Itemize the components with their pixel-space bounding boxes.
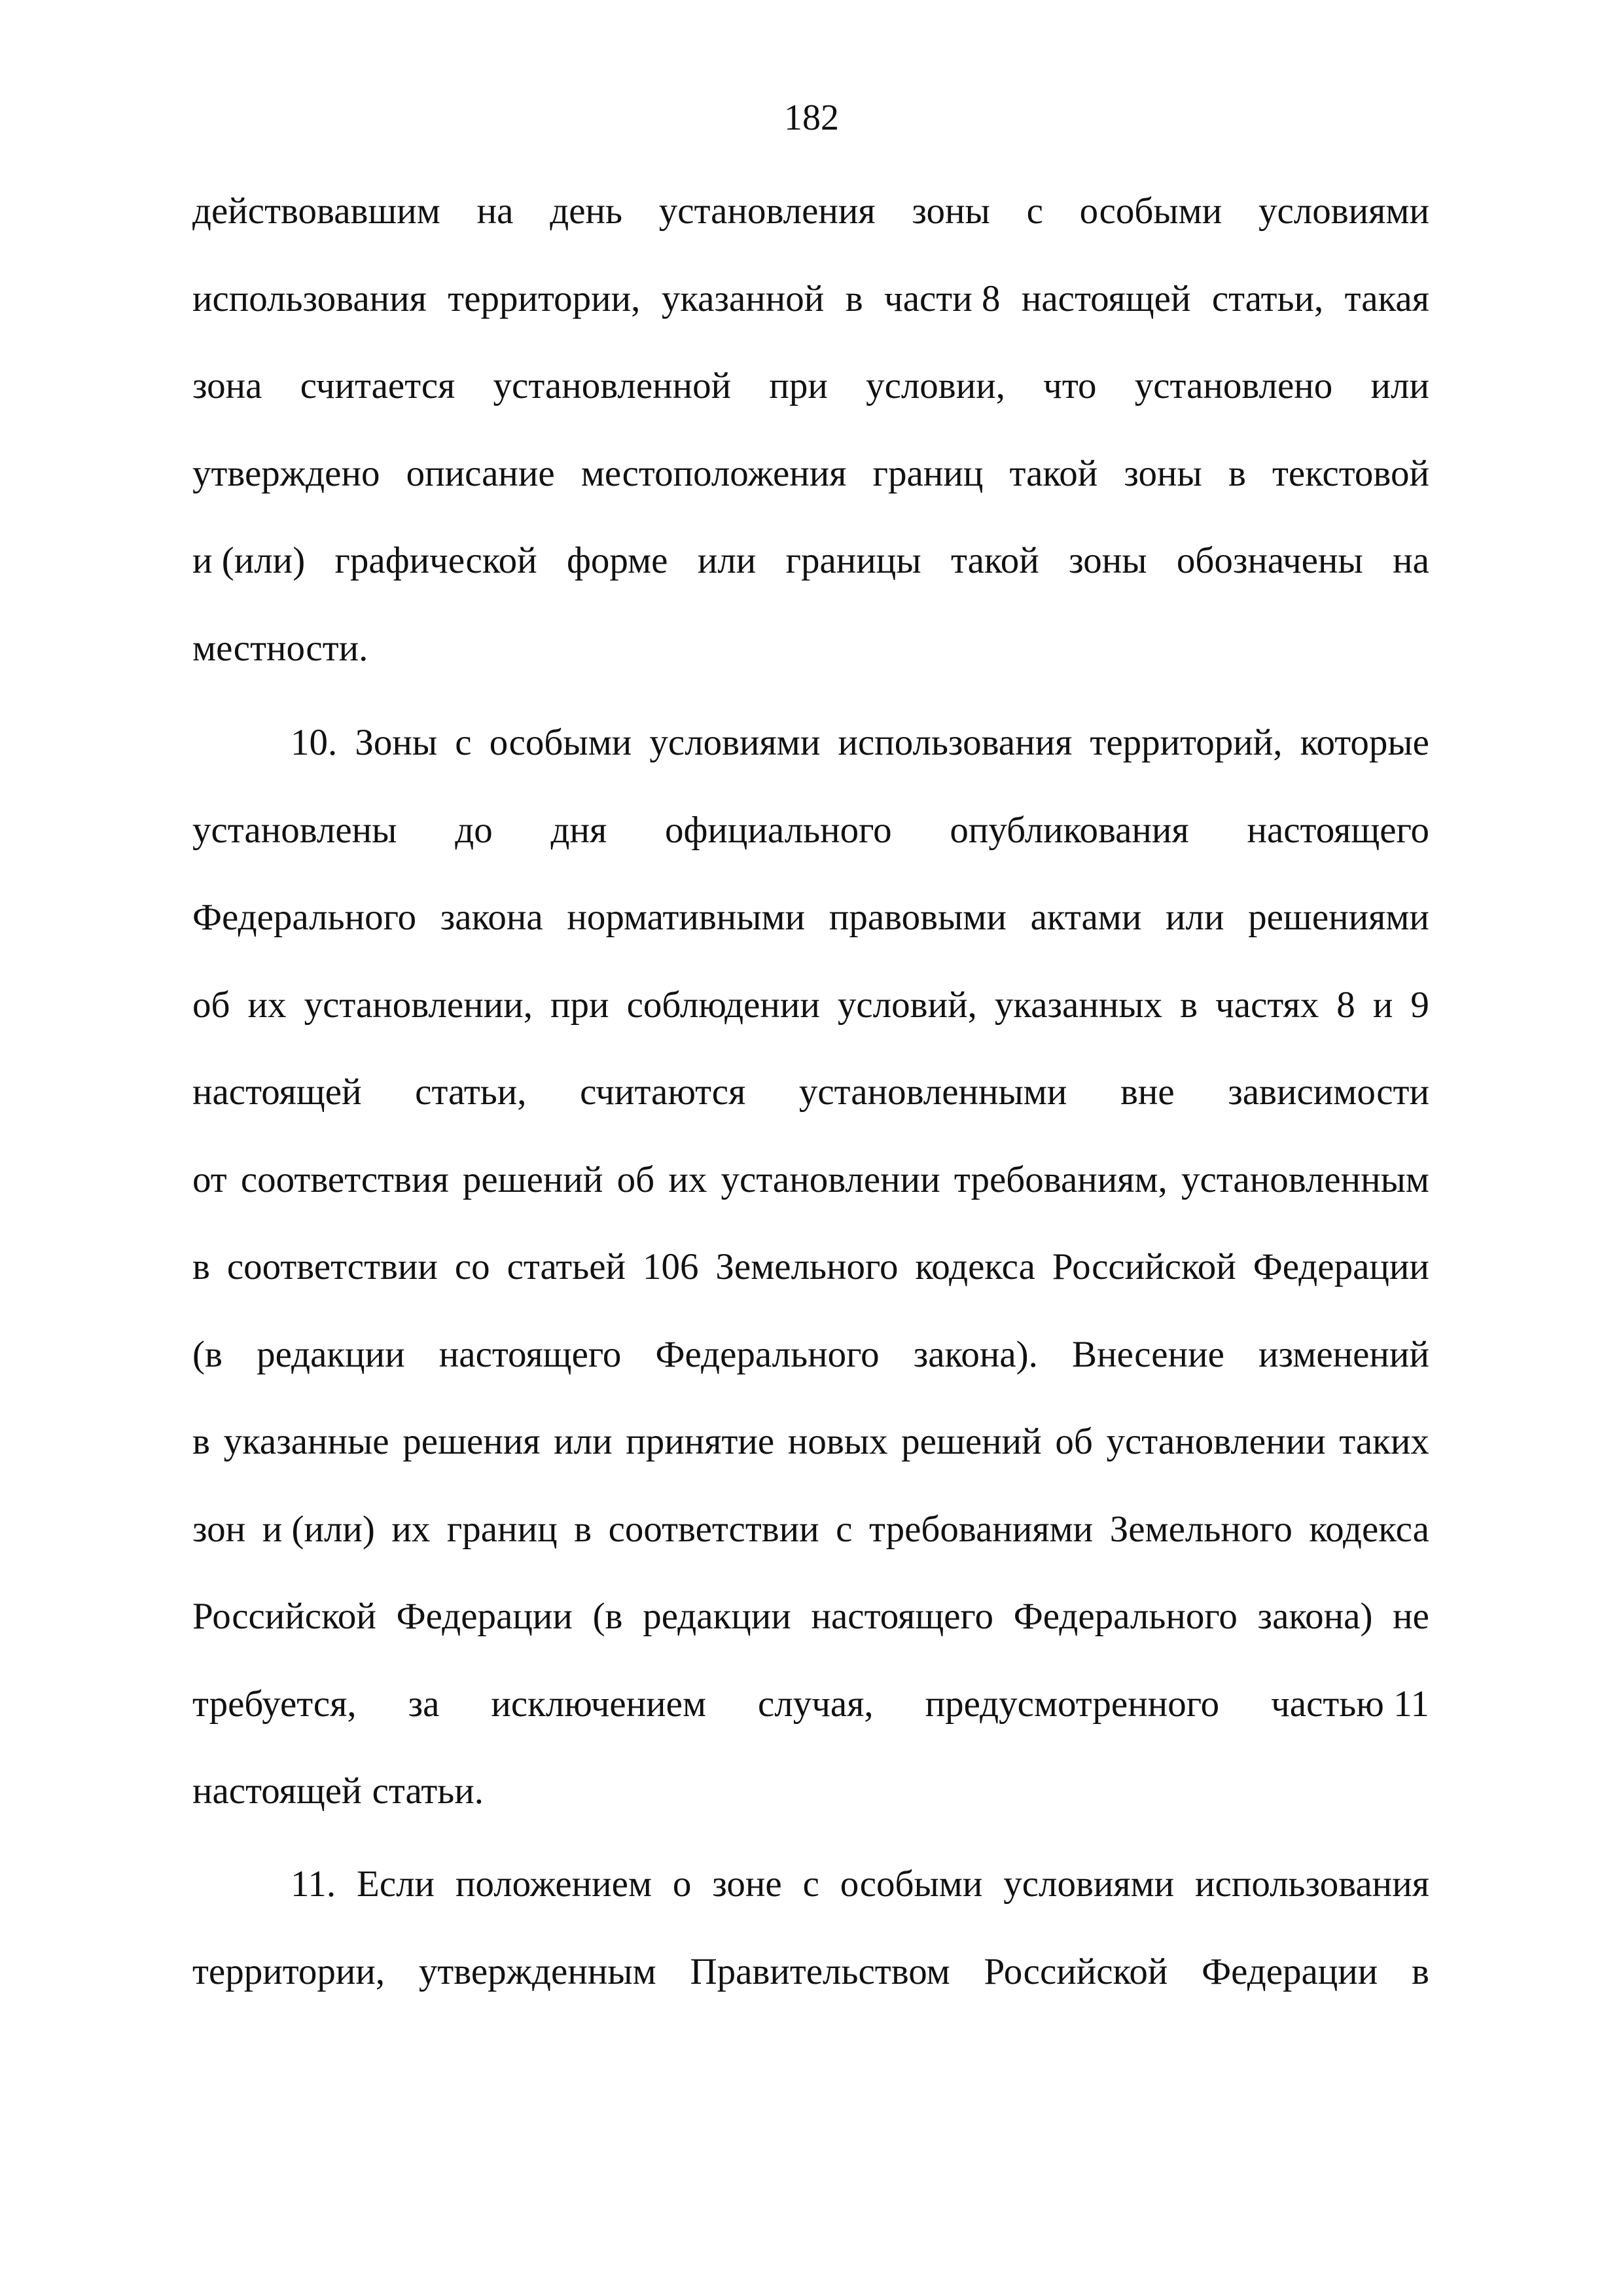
- word: и: [1372, 984, 1393, 1026]
- word: установленными: [798, 1071, 1067, 1113]
- word: условиями: [1003, 1863, 1175, 1905]
- word: считается: [300, 365, 455, 406]
- word: или: [1166, 897, 1224, 938]
- text-line: [192, 1660, 1429, 1748]
- word: об: [1055, 1421, 1093, 1462]
- word: описание: [406, 452, 555, 494]
- word: зоны: [1124, 452, 1202, 494]
- word: об: [192, 984, 230, 1026]
- word: решений: [901, 1421, 1042, 1462]
- word: установлении: [721, 1158, 940, 1200]
- word: зона: [192, 365, 262, 406]
- word: зависимости: [1228, 1071, 1429, 1113]
- word: утверждено: [192, 452, 380, 494]
- word: особыми: [489, 722, 632, 763]
- word: использования: [838, 722, 1073, 763]
- word: исключением: [491, 1683, 707, 1725]
- word: в: [1412, 1950, 1429, 1992]
- word: правовыми: [829, 897, 1007, 938]
- paragraph-continuation: [192, 168, 1429, 692]
- word: частью 11: [1271, 1683, 1429, 1725]
- word: установленным: [1181, 1158, 1429, 1200]
- word: территории,: [448, 278, 641, 319]
- word: соответствии: [608, 1508, 819, 1550]
- text-line: [192, 1398, 1429, 1486]
- text-line: [192, 255, 1429, 343]
- word: Федерального: [655, 1333, 880, 1375]
- word: статьей: [507, 1246, 626, 1287]
- word: указанных: [994, 984, 1163, 1026]
- word: Российской: [192, 1596, 376, 1637]
- word: закона): [1257, 1596, 1373, 1637]
- word: 106: [642, 1246, 699, 1287]
- word: соблюдении: [626, 984, 820, 1026]
- word: зоны: [912, 190, 990, 232]
- word: использования: [192, 278, 427, 319]
- word: установлены: [192, 809, 397, 851]
- word: (в: [592, 1596, 623, 1637]
- word: статьи,: [415, 1071, 527, 1113]
- word: установления: [658, 190, 876, 232]
- word: особыми: [1079, 190, 1222, 232]
- text-line: [192, 1928, 1429, 2016]
- word: Земельного: [715, 1246, 899, 1287]
- word: Федерации: [1202, 1950, 1378, 1992]
- text-line: [192, 1573, 1429, 1660]
- word: части 8: [884, 278, 1001, 319]
- word: статьи,: [1211, 278, 1324, 319]
- word: об: [616, 1158, 655, 1200]
- word: Правительством: [690, 1950, 950, 1992]
- text-line: [192, 605, 1429, 692]
- word: утвержденным: [418, 1950, 656, 1992]
- text-line: [192, 1748, 1429, 1835]
- word: Если: [357, 1863, 435, 1905]
- word: не: [1393, 1596, 1429, 1637]
- word: их: [668, 1158, 707, 1200]
- text-line: [192, 1311, 1429, 1399]
- word: установленной: [493, 365, 732, 406]
- paragraph-11: [192, 1840, 1429, 2015]
- word: актами: [1030, 897, 1142, 938]
- word: условий,: [837, 984, 977, 1026]
- word: изменений: [1258, 1333, 1429, 1375]
- text-line: [192, 1136, 1429, 1224]
- word: Федерального: [192, 897, 417, 938]
- word: которые: [1300, 722, 1429, 763]
- word: со: [454, 1246, 490, 1287]
- text-line: [192, 1486, 1429, 1573]
- word: 9: [1410, 984, 1429, 1026]
- word: случая,: [758, 1683, 874, 1725]
- word: Внесение: [1072, 1333, 1224, 1375]
- text-line: [192, 787, 1429, 874]
- text-line: [192, 699, 1429, 787]
- word: принятие: [626, 1421, 775, 1462]
- word: нормативными: [567, 897, 806, 938]
- word: в: [574, 1508, 592, 1550]
- word: предусмотренного: [925, 1683, 1220, 1725]
- word: с: [1026, 190, 1043, 232]
- word: требуется,: [192, 1683, 357, 1725]
- text-line: [192, 1223, 1429, 1311]
- word: что: [1043, 365, 1097, 406]
- word: соответствии: [226, 1246, 438, 1287]
- word: о: [672, 1863, 692, 1905]
- text-line: [192, 517, 1429, 605]
- word: условии,: [866, 365, 1005, 406]
- text-line: [192, 1840, 1429, 1928]
- word: официального: [664, 809, 892, 851]
- word: при: [550, 984, 609, 1026]
- word: особыми: [840, 1863, 983, 1905]
- word: настоящего: [1247, 809, 1429, 851]
- word: при: [769, 365, 828, 406]
- word: установлении,: [304, 984, 533, 1026]
- word: Федерального: [1013, 1596, 1238, 1637]
- word: на: [476, 190, 514, 232]
- word: местности.: [192, 627, 368, 669]
- word: кодекса: [915, 1246, 1035, 1287]
- word: графической: [334, 540, 537, 581]
- word: настоящей: [192, 1071, 362, 1113]
- word: закона).: [913, 1333, 1038, 1375]
- text-line: [192, 874, 1429, 961]
- word: редакции: [643, 1596, 791, 1637]
- word: установлено: [1134, 365, 1333, 406]
- word: зон: [192, 1508, 246, 1550]
- word: условиями: [1258, 190, 1429, 232]
- word: с: [802, 1863, 819, 1905]
- word: местоположения: [580, 452, 847, 494]
- word: действовавшим: [192, 190, 440, 232]
- word: границ: [872, 452, 984, 494]
- word: редакции: [257, 1333, 405, 1375]
- word: вне: [1120, 1071, 1175, 1113]
- word: территорий,: [1090, 722, 1283, 763]
- word: текстовой: [1272, 452, 1429, 494]
- word: положением: [455, 1863, 652, 1905]
- word: Российской: [984, 1950, 1168, 1992]
- text-line: [192, 342, 1429, 430]
- word: настоящей: [192, 1770, 362, 1812]
- word: решений: [462, 1158, 603, 1200]
- word: новых: [787, 1421, 888, 1462]
- word: закона: [440, 897, 543, 938]
- word: до: [455, 809, 493, 851]
- word: территории,: [192, 1950, 385, 1992]
- word: установлении: [1106, 1421, 1326, 1462]
- word: в: [192, 1246, 210, 1287]
- word: настоящего: [811, 1596, 994, 1637]
- word: или: [1370, 365, 1429, 406]
- word: форме: [567, 540, 668, 581]
- word: соответствия: [240, 1158, 449, 1200]
- word: границ: [446, 1508, 558, 1550]
- word: статьи.: [372, 1770, 484, 1812]
- word: день: [550, 190, 623, 232]
- word: границы: [785, 540, 921, 581]
- word: и (или): [192, 540, 306, 581]
- word: зоне: [712, 1863, 782, 1905]
- word: дня: [550, 809, 607, 851]
- word: такой: [950, 540, 1039, 581]
- word: указанные: [223, 1421, 389, 1462]
- text-line: [192, 961, 1429, 1049]
- word: зоны: [1069, 540, 1147, 581]
- word: настоящего: [438, 1333, 622, 1375]
- word: решениями: [1248, 897, 1429, 938]
- word: в: [192, 1421, 210, 1462]
- word: условиями: [649, 722, 821, 763]
- word: решения: [402, 1421, 541, 1462]
- word: их: [391, 1508, 431, 1550]
- word: требованиям,: [954, 1158, 1168, 1200]
- word: от: [192, 1158, 227, 1200]
- word: с: [836, 1508, 853, 1550]
- word: такая: [1344, 278, 1429, 319]
- word: Федерации: [1253, 1246, 1429, 1287]
- word: или: [697, 540, 757, 581]
- word: указанной: [661, 278, 825, 319]
- page-number: 182: [784, 98, 839, 138]
- word: в: [1180, 984, 1198, 1026]
- word: считаются: [580, 1071, 746, 1113]
- word: или: [554, 1421, 613, 1462]
- word: таких: [1339, 1421, 1429, 1462]
- word: опубликования: [950, 809, 1189, 851]
- word: настоящей: [1021, 278, 1191, 319]
- word: требованиями: [869, 1508, 1094, 1550]
- word: Российской: [1052, 1246, 1236, 1287]
- text-line: [192, 168, 1429, 255]
- word: и (или): [262, 1508, 375, 1550]
- word: на: [1393, 540, 1429, 581]
- text-line: [192, 430, 1429, 518]
- word: такой: [1009, 452, 1098, 494]
- word: в: [1228, 452, 1246, 494]
- word: обозначены: [1176, 540, 1363, 581]
- word: 11.: [291, 1863, 336, 1905]
- word: за: [408, 1683, 440, 1725]
- word: их: [247, 984, 287, 1026]
- word: Зоны: [355, 722, 438, 763]
- paragraph-10: [192, 699, 1429, 1835]
- word: частях: [1215, 984, 1319, 1026]
- word: использования: [1195, 1863, 1429, 1905]
- text-line: [192, 1049, 1429, 1136]
- word: 10.: [291, 722, 338, 763]
- word: Земельного: [1109, 1508, 1293, 1550]
- word: (в: [192, 1333, 223, 1375]
- word: 8: [1336, 984, 1355, 1026]
- word: Федерации: [396, 1596, 573, 1637]
- word: в: [845, 278, 863, 319]
- word: с: [455, 722, 472, 763]
- word: кодекса: [1309, 1508, 1429, 1550]
